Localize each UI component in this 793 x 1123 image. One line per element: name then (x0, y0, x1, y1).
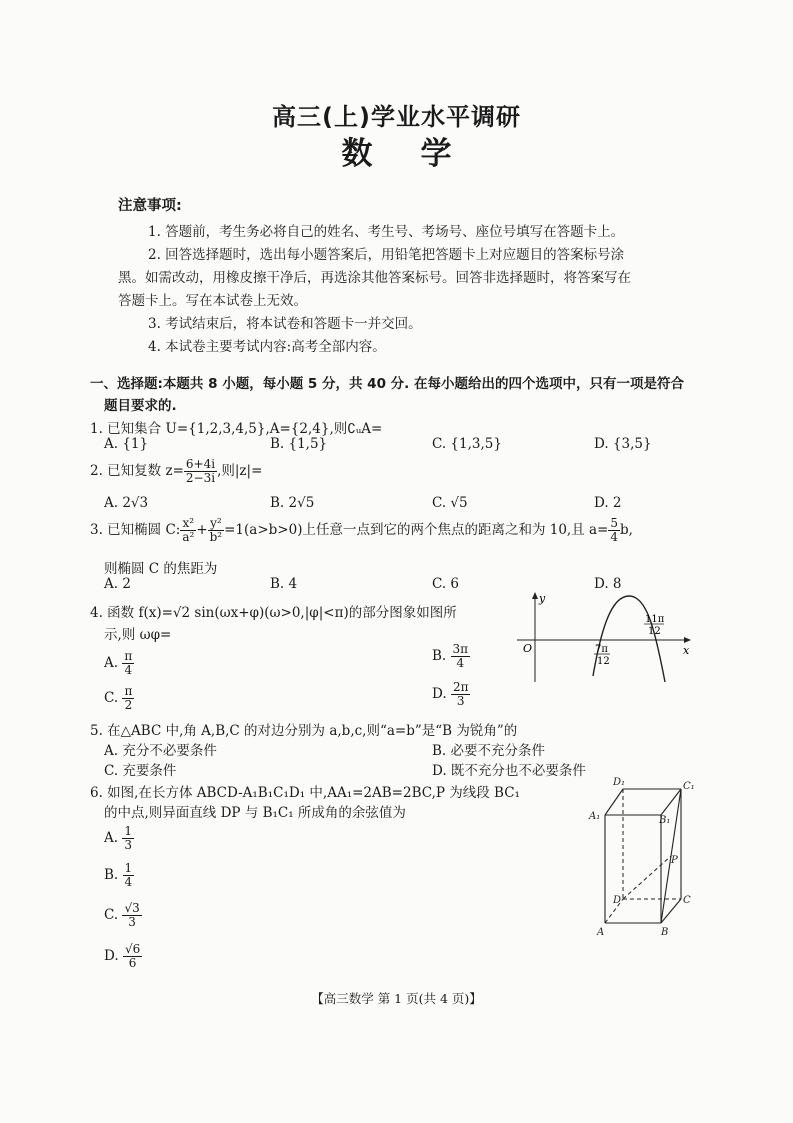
cuboid-figure (585, 775, 700, 940)
y-axis-arrow (532, 592, 538, 599)
question-5-option-b: B. 必要不充分条件 (432, 743, 546, 759)
question-3-option-a: A. 2 (104, 576, 131, 592)
sine-graph-figure (515, 590, 695, 685)
tick-label-7pi-num: 7π (595, 644, 608, 655)
question-4-option-d: D. $\frac{2\pi}{3}$ (432, 680, 469, 708)
notice-item-1: 1. 答题前，考生务必将自己的姓名、考生号、考场号、座位号填写在答题卡上。 (148, 224, 625, 240)
y-axis-label: y (539, 592, 546, 605)
tick-label-7pi-den: 12 (597, 656, 610, 667)
notice-heading: 注意事项: (118, 198, 182, 214)
question-2-option-c: C. √5 (432, 495, 468, 511)
vertex-label-d: D (613, 895, 622, 906)
question-5-stem: 5. 在△ABC 中,角 A,B,C 的对边分别为 a,b,c,则“a=b”是“B 为锐角”的 (90, 723, 518, 739)
question-1-option-c: C. {1,3,5} (432, 436, 502, 452)
x-axis-label: x (683, 644, 690, 657)
sine-curve (593, 596, 665, 682)
question-4-option-c: C. $\frac{\pi}{2}$ (104, 684, 133, 712)
question-2-option-a: A. 2√3 (104, 495, 149, 511)
question-3-stem: 3. 已知椭圆 C: $\frac{\text{x²}}{\text{a²}}$ + $\frac{\text{y²}}{\text{b²}}$ =1(a>b>0)上任意一点到它的两个焦点的距离之和为 10,且 a= $\frac{5}{4}$ b, (90, 516, 633, 544)
vertex-label-c: C (683, 895, 691, 906)
notice-item-2-cont2: 答题卡上。写在本试卷上无效。 (118, 293, 307, 309)
question-4-option-b: B. $\frac{3\pi}{4}$ (432, 642, 469, 670)
question-4-option-a: A. $\frac{\pi}{4}$ (104, 649, 133, 677)
notice-item-4: 4. 本试卷主要考试内容:高考全部内容。 (148, 339, 386, 355)
fraction: $\frac{6+4i}{2-3i}$ (185, 457, 216, 485)
x-axis-arrow (684, 637, 691, 643)
notice-item-2-cont: 黑。如需改动，用橡皮擦干净后，再选涂其他答案标号。回答非选择题时，将答案写在 (118, 270, 631, 286)
tick-label-11pi-num: 11π (645, 614, 665, 625)
point-label-p: P (671, 855, 678, 866)
question-4-stem-cont: 示,则 ωφ= (104, 627, 172, 643)
question-6-option-c: C. $\frac{√3}{3}$ (104, 901, 140, 929)
vertex-label-a: A (597, 927, 605, 938)
question-1-option-b: B. {1,5} (270, 436, 328, 452)
question-5-option-a: A. 充分不必要条件 (104, 743, 217, 759)
section-heading-cont: 题目要求的. (104, 398, 177, 414)
notice-item-3: 3. 考试结束后，将本试卷和答题卡一并交回。 (148, 316, 422, 332)
vertex-label-a1: A₁ (589, 811, 601, 822)
notice-item-2: 2. 回答选择题时，选出每小题答案后，用铅笔把答题卡上对应题目的答案标号涂 (148, 247, 625, 263)
question-5-option-d: D. 既不充分也不必要条件 (432, 763, 586, 779)
question-6-stem: 6. 如图,在长方体 ABCD-A₁B₁C₁D₁ 中,AA₁=2AB=2BC,P 为线段 BC₁ (90, 785, 520, 801)
question-6-option-d: D. $\frac{√6}{6}$ (104, 942, 141, 970)
subject-title: 数学 (341, 136, 500, 172)
question-1-option-a: A. {1} (104, 436, 149, 452)
question-3-stem-cont: 则椭圆 C 的焦距为 (104, 561, 218, 577)
page-footer: 【高三数学 第 1 页(共 4 页)】 (311, 991, 482, 1006)
vertex-label-c1: C₁ (683, 781, 695, 792)
origin-label: O (523, 642, 533, 655)
question-3-option-b: B. 4 (270, 576, 298, 592)
question-2-stem: 2. 已知复数 z= $\frac{6+4i}{2-3i}$ ,则|z|= (90, 457, 263, 485)
question-2-option-b: B. 2√5 (270, 495, 315, 511)
tick-label-11pi-den: 12 (648, 626, 661, 637)
vertex-label-d1: D₁ (613, 777, 626, 788)
question-4-stem: 4. 函数 f(x)=√2 sin(ωx+φ)(ω>0,|φ|<π)的部分图象如图所 (90, 605, 457, 621)
question-6-option-b: B. $\frac{1}{4}$ (104, 861, 133, 889)
vertex-label-b: B (661, 927, 669, 938)
question-3-option-c: C. 6 (432, 576, 460, 592)
vertex-label-b1: B₁ (659, 815, 671, 826)
section-heading: 一、选择题:本题共 8 小题，每小题 5 分，共 40 分. 在每小题给出的四个选项中，只有一项是符合 (90, 376, 684, 392)
question-1-option-d: D. {3,5} (594, 436, 652, 452)
question-3-option-d: D. 8 (594, 576, 622, 592)
exam-title: 高三(上)学业水平调研 (272, 103, 521, 131)
question-6-stem-cont: 的中点,则异面直线 DP 与 B₁C₁ 所成角的余弦值为 (104, 805, 406, 821)
question-6-option-a: A. $\frac{1}{3}$ (104, 824, 132, 852)
question-5-option-c: C. 充要条件 (104, 763, 177, 779)
question-2-option-d: D. 2 (594, 495, 622, 511)
question-1-stem: 1. 已知集合 U={1,2,3,4,5},A={2,4},则∁ᵤA= (90, 421, 383, 437)
